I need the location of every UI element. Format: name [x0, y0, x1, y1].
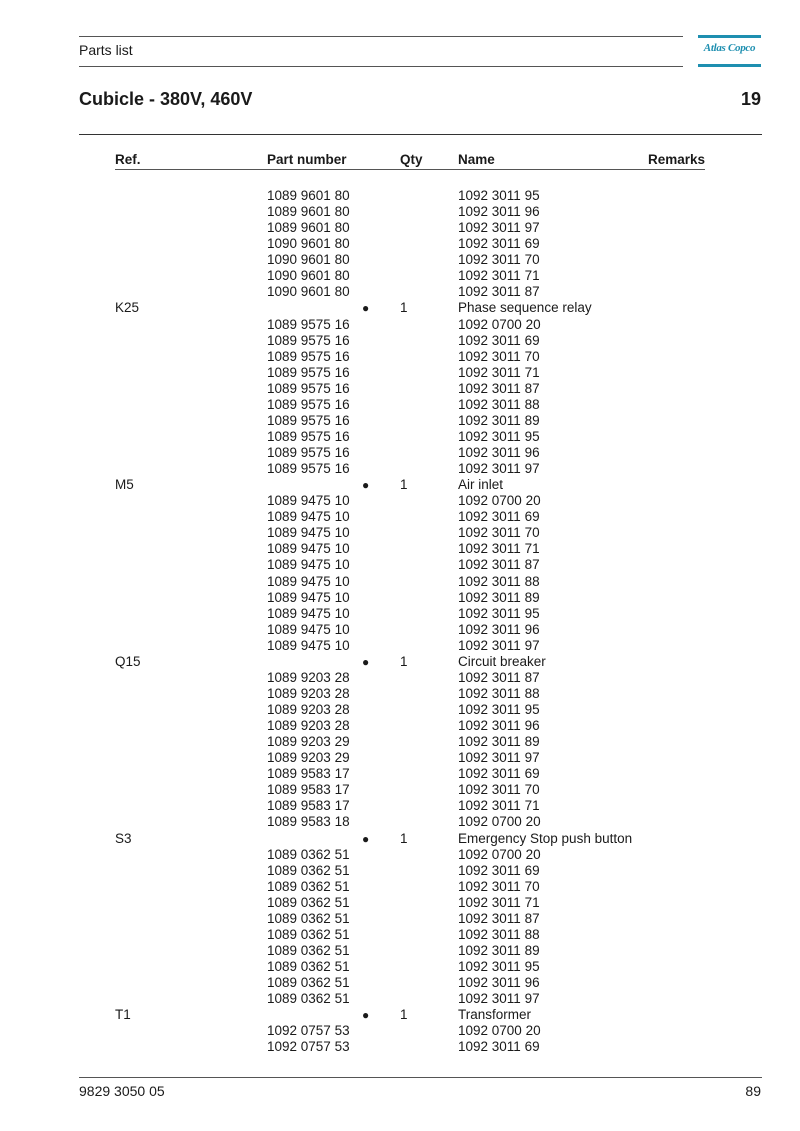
- table-row: [0, 879, 800, 895]
- cell-part-number: 1089 0362 51: [267, 942, 350, 958]
- table-row: [0, 220, 800, 236]
- footer-doc-number: 9829 3050 05: [79, 1083, 165, 1099]
- cell-name: 1092 3011 89: [458, 942, 540, 958]
- cell-name: 1092 3011 69: [458, 862, 540, 878]
- table-row: [0, 734, 800, 750]
- cell-part-number: 1089 9203 29: [267, 734, 350, 750]
- cell-part-number: 1089 9475 10: [267, 509, 350, 525]
- table-row: [0, 477, 800, 493]
- cell-name: 1092 3011 89: [458, 589, 540, 605]
- cell-qty: 1: [400, 653, 408, 669]
- cell-part-number: 1089 9583 17: [267, 798, 350, 814]
- table-row: [0, 541, 800, 557]
- cell-part-number: 1089 9575 16: [267, 396, 350, 412]
- cell-part-number: 1089 9575 16: [267, 348, 350, 364]
- cell-name: 1092 3011 95: [458, 605, 540, 621]
- table-row: [0, 702, 800, 718]
- cell-name: 1092 3011 87: [458, 557, 540, 573]
- table-row: [0, 750, 800, 766]
- cell-part-number: 1089 0362 51: [267, 975, 350, 991]
- column-header-rule: [115, 169, 705, 170]
- cell-name: Phase sequence relay: [458, 300, 592, 316]
- cell-name: 1092 0700 20: [458, 493, 541, 509]
- cell-name: 1092 3011 70: [458, 878, 540, 894]
- table-row: [0, 927, 800, 943]
- page-title: Cubicle - 380V, 460V: [79, 89, 253, 109]
- table-row: [0, 606, 800, 622]
- table-row: [0, 991, 800, 1007]
- cell-name: 1092 3011 96: [458, 718, 540, 734]
- cell-ref: S3: [115, 830, 132, 846]
- cell-name: 1092 3011 87: [458, 669, 540, 685]
- bullet-marker: ●: [362, 1008, 370, 1023]
- table-row: [0, 300, 800, 316]
- cell-part-number: 1089 9575 16: [267, 332, 350, 348]
- column-header-name: Name: [458, 152, 495, 167]
- cell-part-number: 1089 9575 16: [267, 364, 350, 380]
- cell-ref: K25: [115, 300, 140, 316]
- table-row: [0, 1023, 800, 1039]
- cell-name: 1092 3011 87: [458, 380, 540, 396]
- cell-name: 1092 3011 71: [458, 364, 540, 380]
- cell-name: 1092 3011 97: [458, 750, 540, 766]
- table-row: [0, 333, 800, 349]
- cell-name: 1092 3011 69: [458, 236, 540, 252]
- cell-part-number: 1089 9475 10: [267, 557, 350, 573]
- cell-part-number: 1089 0362 51: [267, 926, 350, 942]
- cell-name: 1092 3011 95: [458, 188, 540, 203]
- cell-name: 1092 3011 69: [458, 509, 540, 525]
- cell-name: 1092 3011 71: [458, 798, 540, 814]
- cell-name: 1092 3011 88: [458, 926, 540, 942]
- cell-name: Transformer: [458, 1007, 532, 1023]
- cell-part-number: 1089 9475 10: [267, 637, 350, 653]
- table-row: [0, 1039, 800, 1055]
- cell-part-number: 1089 0362 51: [267, 910, 350, 926]
- table-row: [0, 397, 800, 413]
- table-row: [0, 975, 800, 991]
- cell-part-number: 1089 9583 17: [267, 766, 350, 782]
- table-row: [0, 814, 800, 830]
- bullet-marker: ●: [362, 478, 370, 493]
- cell-name: 1092 3011 95: [458, 702, 540, 717]
- atlas-copco-logo: [698, 35, 761, 67]
- table-row: [0, 493, 800, 509]
- table-row: [0, 766, 800, 782]
- cell-name: 1092 3011 96: [458, 445, 540, 460]
- table-row: [0, 943, 800, 959]
- cell-name: 1092 3011 88: [458, 685, 540, 701]
- cell-part-number: 1089 0362 51: [267, 991, 350, 1007]
- bullet-marker: ●: [362, 301, 370, 316]
- cell-part-number: 1089 9475 10: [267, 541, 350, 557]
- cell-name: 1092 3011 70: [458, 525, 540, 541]
- table-row: [0, 461, 800, 477]
- cell-name: 1092 3011 70: [458, 252, 540, 268]
- cell-name: Air inlet: [458, 477, 504, 493]
- cell-name: 1092 3011 88: [458, 573, 540, 589]
- cell-part-number: 1089 9575 16: [267, 445, 350, 460]
- cell-part-number: 1090 9601 80: [267, 268, 350, 284]
- cell-name: 1092 0700 20: [458, 316, 541, 332]
- section-number: 19: [740, 89, 761, 109]
- table-row: [0, 638, 800, 654]
- bullet-marker: ●: [362, 654, 370, 669]
- cell-part-number: 1089 9475 10: [267, 525, 350, 541]
- footer-rule: [79, 1077, 762, 1078]
- cell-part-number: 1089 9475 10: [267, 621, 350, 637]
- cell-name: 1092 3011 95: [458, 959, 540, 974]
- cell-name: 1092 3011 89: [458, 412, 540, 428]
- table-row: [0, 718, 800, 734]
- table-row: [0, 622, 800, 638]
- table-row: [0, 959, 800, 975]
- cell-part-number: 1089 9475 10: [267, 493, 350, 509]
- cell-ref: T1: [115, 1007, 131, 1023]
- cell-part-number: 1089 0362 51: [267, 862, 350, 878]
- cell-name: 1092 3011 70: [458, 782, 540, 798]
- cell-name: 1092 3011 97: [458, 220, 540, 236]
- table-row: [0, 252, 800, 268]
- cell-qty: 1: [400, 830, 408, 846]
- cell-name: 1092 3011 87: [458, 284, 540, 300]
- table-row: [0, 509, 800, 525]
- table-row: [0, 188, 800, 204]
- cell-qty: 1: [400, 300, 408, 316]
- cell-name: 1092 3011 69: [458, 766, 540, 782]
- cell-part-number: 1089 9575 16: [267, 316, 350, 332]
- title-rule: [79, 134, 762, 135]
- cell-part-number: 1092 0757 53: [267, 1023, 350, 1039]
- cell-name: 1092 3011 71: [458, 268, 540, 284]
- table-row: [0, 782, 800, 798]
- cell-part-number: 1089 9583 17: [267, 782, 350, 798]
- table-row: [0, 557, 800, 573]
- cell-part-number: 1090 9601 80: [267, 236, 350, 252]
- footer-page-number: 89: [745, 1083, 761, 1099]
- cell-name: 1092 3011 96: [458, 975, 540, 991]
- column-header-qty: Qty: [400, 152, 423, 167]
- cell-part-number: 1089 9203 28: [267, 685, 350, 701]
- cell-name: Emergency Stop push button: [458, 830, 633, 846]
- cell-qty: 1: [400, 1007, 408, 1023]
- cell-name: 1092 3011 88: [458, 396, 540, 412]
- table-row: [0, 798, 800, 814]
- cell-part-number: 1089 9575 16: [267, 428, 350, 444]
- cell-part-number: 1089 9575 16: [267, 380, 350, 396]
- table-row: [0, 284, 800, 300]
- header-section-label: Parts list: [79, 42, 133, 58]
- parts-table-body: [0, 188, 800, 1055]
- table-row: [0, 670, 800, 686]
- cell-name: 1092 3011 96: [458, 204, 540, 220]
- table-row: [0, 365, 800, 381]
- column-header-remarks: Remarks: [648, 152, 706, 167]
- table-row: [0, 445, 800, 461]
- table-row: [0, 686, 800, 702]
- table-row: [0, 525, 800, 541]
- column-header-ref: Ref.: [115, 152, 141, 167]
- cell-name: 1092 3011 95: [458, 428, 540, 444]
- table-row: [0, 204, 800, 220]
- cell-part-number: 1089 9203 29: [267, 750, 350, 766]
- cell-part-number: 1089 0362 51: [267, 846, 350, 862]
- table-row: [0, 317, 800, 333]
- cell-name: 1092 3011 97: [458, 637, 540, 653]
- cell-name: 1092 3011 71: [458, 894, 540, 910]
- cell-name: 1092 0700 20: [458, 814, 541, 830]
- table-row: [0, 236, 800, 252]
- cell-part-number: 1089 9203 28: [267, 702, 350, 717]
- cell-part-number: 1089 9475 10: [267, 605, 350, 621]
- cell-part-number: 1089 9203 28: [267, 669, 350, 685]
- header-top-rule: [79, 36, 683, 37]
- logo-text: Atlas Copco: [703, 42, 756, 54]
- column-header-part-number: Part number: [267, 152, 347, 167]
- cell-part-number: 1089 9575 16: [267, 412, 350, 428]
- table-row: [0, 863, 800, 879]
- header-bottom-rule: [79, 66, 683, 67]
- cell-part-number: 1089 9475 10: [267, 589, 350, 605]
- table-row: [0, 895, 800, 911]
- table-row: [0, 831, 800, 847]
- cell-part-number: 1089 9583 18: [267, 814, 350, 830]
- cell-part-number: 1090 9601 80: [267, 252, 350, 268]
- bullet-marker: ●: [362, 831, 370, 846]
- cell-ref: M5: [115, 477, 134, 493]
- cell-name: 1092 3011 70: [458, 348, 540, 364]
- cell-part-number: 1089 9203 28: [267, 718, 350, 734]
- cell-part-number: 1089 0362 51: [267, 878, 350, 894]
- cell-part-number: 1092 0757 53: [267, 1039, 350, 1055]
- cell-part-number: 1089 0362 51: [267, 894, 350, 910]
- table-row: [0, 381, 800, 397]
- cell-name: 1092 0700 20: [458, 846, 541, 862]
- cell-name: 1092 3011 69: [458, 1039, 540, 1055]
- table-row: [0, 574, 800, 590]
- cell-part-number: 1089 9601 80: [267, 188, 350, 203]
- cell-name: 1092 3011 97: [458, 461, 540, 477]
- cell-qty: 1: [400, 477, 408, 493]
- cell-part-number: 1089 9575 16: [267, 461, 350, 477]
- cell-name: 1092 3011 97: [458, 991, 540, 1007]
- table-row: [0, 911, 800, 927]
- table-row: [0, 413, 800, 429]
- table-row: [0, 654, 800, 670]
- cell-name: Circuit breaker: [458, 653, 546, 669]
- cell-name: 1092 0700 20: [458, 1023, 541, 1039]
- cell-name: 1092 3011 89: [458, 734, 540, 750]
- cell-name: 1092 3011 96: [458, 621, 540, 637]
- cell-part-number: 1089 9601 80: [267, 204, 350, 220]
- cell-ref: Q15: [115, 653, 141, 669]
- table-row: [0, 1007, 800, 1023]
- table-row: [0, 268, 800, 284]
- table-row: [0, 590, 800, 606]
- table-row: [0, 349, 800, 365]
- cell-name: 1092 3011 69: [458, 332, 540, 348]
- cell-part-number: 1089 0362 51: [267, 959, 350, 974]
- cell-name: 1092 3011 87: [458, 910, 540, 926]
- table-row: [0, 847, 800, 863]
- table-row: [0, 429, 800, 445]
- cell-part-number: 1089 9475 10: [267, 573, 350, 589]
- cell-part-number: 1089 9601 80: [267, 220, 350, 236]
- cell-part-number: 1090 9601 80: [267, 284, 350, 300]
- cell-name: 1092 3011 71: [458, 541, 540, 557]
